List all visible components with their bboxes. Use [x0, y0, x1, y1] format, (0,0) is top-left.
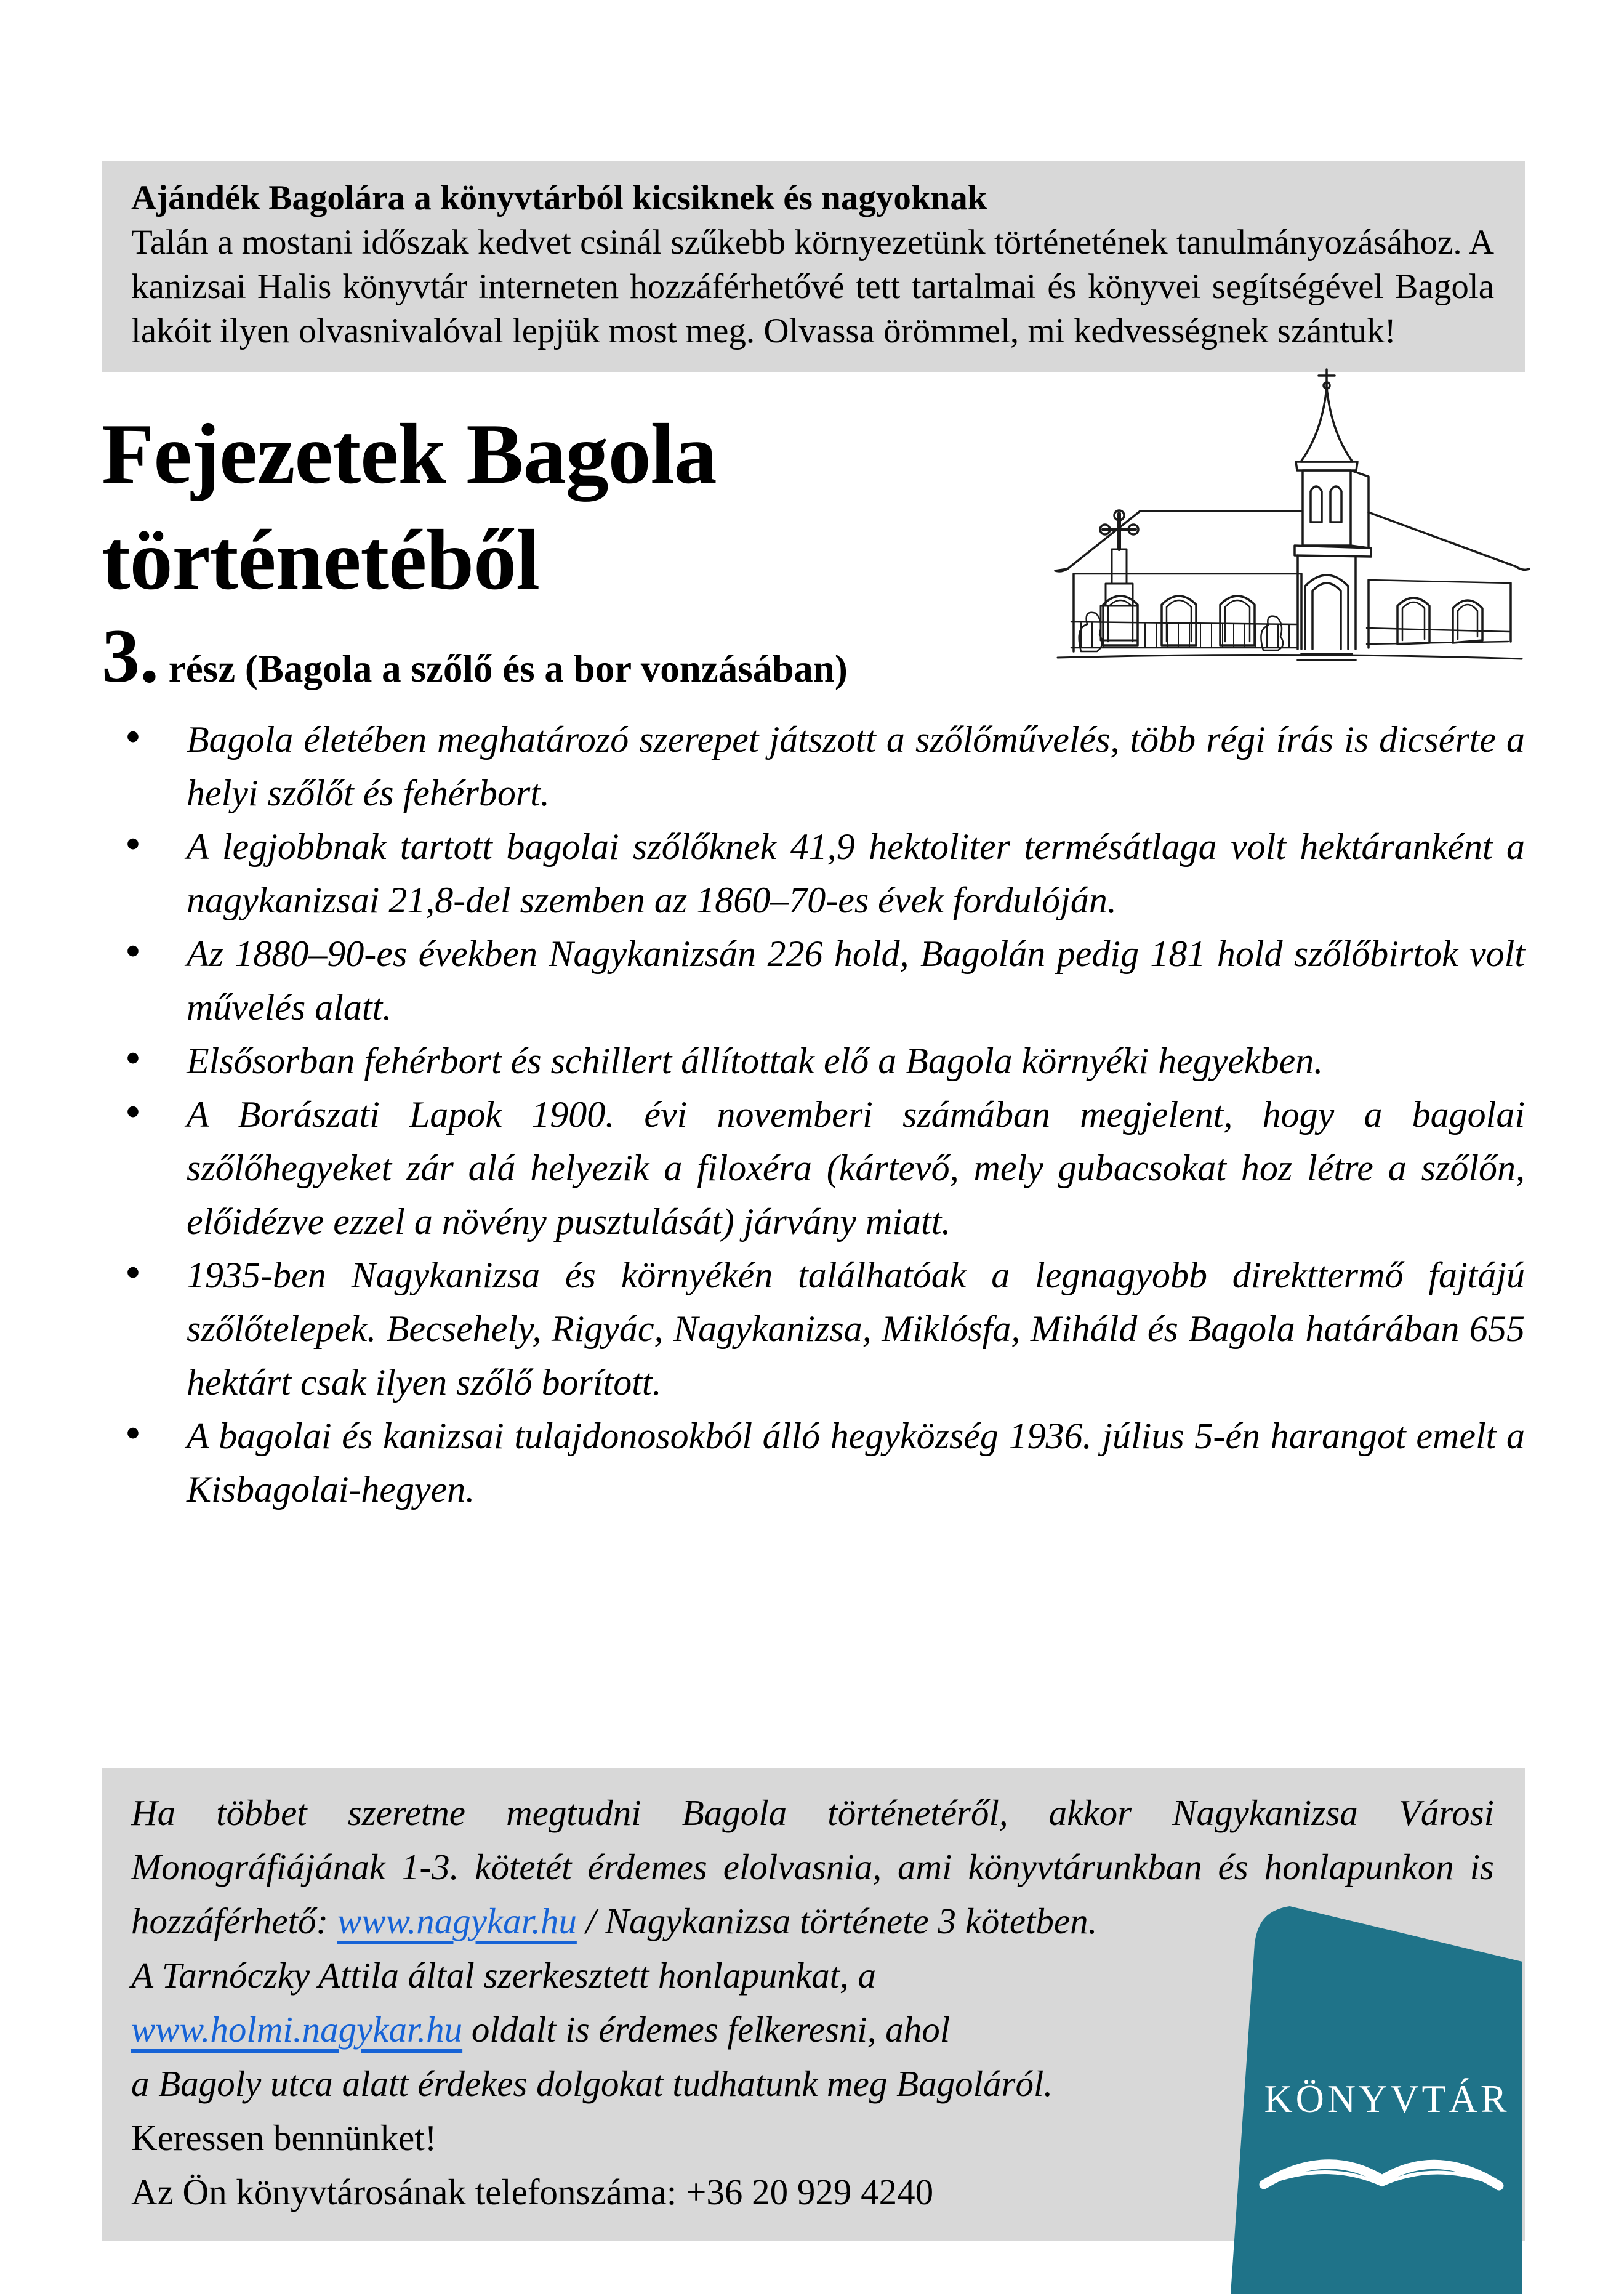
footer-paragraph-4: a Bagoly utca alatt érdekes dolgokat tudhatunk meg Bagoláról. — [131, 2063, 1053, 2104]
part-heading — [102, 613, 848, 700]
footer-paragraph-5: Keressen bennünket! — [131, 2117, 437, 2158]
link-nagykar[interactable]: www.nagykar.hu — [337, 1901, 577, 1941]
library-logo — [1228, 1895, 1525, 2294]
page-title-line2: történetéből — [102, 512, 540, 608]
list-item: • Elsősorban fehérbort és schillert állítottak elő a Bagola környéki hegyekben. — [187, 1034, 1525, 1088]
list-item: • Bagola életében meghatározó szerepet játszott a szőlőművelés, több régi írás is dicsérte a helyi szőlőt és fehérbort. — [187, 713, 1525, 820]
page-title — [102, 401, 1037, 613]
part-number: 3. — [102, 614, 159, 698]
list-item: • A bagolai és kanizsai tulajdonosokból álló hegyközség 1936. július 5-én harangot emelt a Kisbagolai-hegyen. — [187, 1409, 1525, 1517]
footer-p1-text: Ha többet szeretne megtudni Bagola történetéről, akkor Nagykanizsa Városi Monográfiájának 1-3. kötetét érdemes elolvasnia, ami könyvtárunkban és honlapunkon is hozzáférhető: — [131, 1792, 1494, 1941]
footer-p1-text-after: / Nagykanizsa története 3 kötetben. — [576, 1901, 1098, 1941]
part-label: rész (Bagola a szőlő és a bor vonzásában) — [159, 647, 848, 690]
intro-box — [102, 161, 1525, 372]
footer-p3-text: oldalt is érdemes felkeresni, ahol — [462, 2009, 951, 2050]
intro-body: Talán a mostani időszak kedvet csinál szűkebb környezetünk történetének tanulmányozásához. A kanizsai Halis könyvtár interneten hozzáférhetővé tett tartalmai és könyvei segítségével Bagola lakóit ilyen olvasnivalóval lepjük most meg. Olvassa örömmel, mi kedvességnek szántuk! — [131, 223, 1494, 350]
church-illustration — [1047, 363, 1533, 679]
list-item: • 1935-ben Nagykanizsa és környékén találhatóak a legnagyobb direkttermő fajtájú szőlőtelepek. Becsehely, Rigyác, Nagykanizsa, Miklósfa, Miháld és Bagola határában 655 hektárt csak ilyen szőlő borított. — [187, 1249, 1525, 1409]
page-title-line1: Fejezetek Bagola — [102, 406, 717, 502]
intro-title: Ajándék Bagolára a könyvtárból kicsiknek és nagyoknak — [131, 179, 987, 217]
logo-wordmark: KÖNYVTÁR — [1264, 2077, 1510, 2121]
footer-phone-line: Az Ön könyvtárosának telefonszáma: +36 20 929 4240 — [131, 2172, 934, 2212]
link-holmi-nagykar[interactable]: www.holmi.nagykar.hu — [131, 2009, 463, 2050]
footer-paragraph-2: A Tarnóczky Attila által szerkesztett honlapunkat, a — [131, 1955, 877, 1996]
list-item: • Az 1880–90-es években Nagykanizsán 226 hold, Bagolán pedig 181 hold szőlőbirtok volt művelés alatt. — [187, 927, 1525, 1034]
list-item: • A Borászati Lapok 1900. évi novemberi számában megjelent, hogy a bagolai szőlőhegyeket zár alá helyezik a filoxéra (kártevő, mely gubacsokat hoz létre a szőlőn, előidézve ezzel a növény pusztulását) járvány miatt. — [187, 1088, 1525, 1249]
facts-list — [102, 713, 1525, 1517]
footer-paragraph-3 — [131, 2002, 1104, 2056]
list-item: • A legjobbnak tartott bagolai szőlőknek 41,9 hektoliter termésátlaga volt hektáranként a nagykanizsai 21,8-del szemben az 1860–70-es évek fordulóján. — [187, 820, 1525, 927]
